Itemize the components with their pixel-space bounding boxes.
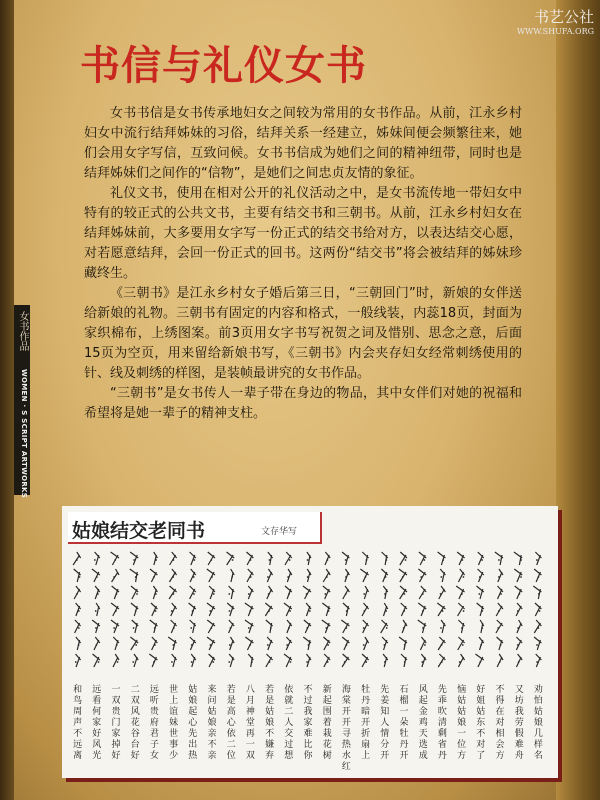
transcription-column: 先姜知人情分开: [380, 685, 390, 761]
nushu-column: [533, 552, 541, 667]
transcription-column: 新起围着栽花树: [322, 685, 332, 761]
nushu-column: [399, 552, 407, 667]
nushu-column: [456, 552, 464, 667]
transcription-column: 牡丹暗开折扇上: [361, 685, 371, 761]
transcription-column: 八月神堂再一双: [245, 685, 255, 761]
transcription-column: 来问姑娘亲不亲: [207, 685, 217, 761]
nushu-column: [418, 552, 426, 667]
nushu-column: [168, 552, 176, 667]
side-label-chinese: 女书作品: [17, 311, 28, 351]
nushu-column: [189, 552, 196, 667]
nushu-column: [92, 552, 100, 667]
right-frame-strip: [556, 0, 600, 800]
nushu-column: [475, 552, 483, 667]
nushu-column: [341, 552, 349, 667]
transcription-columns: [68, 682, 552, 776]
transcription-column: 先乖吹清剩省丹: [437, 685, 447, 761]
nushu-column: [111, 552, 119, 667]
left-frame-strip: [0, 0, 14, 800]
transcription-column: 世上谊妹世事少: [169, 685, 179, 761]
watermark-main-text: 书艺公社: [533, 8, 594, 26]
transcription-column: 不得在对相会方: [495, 685, 505, 761]
nushu-column: [284, 552, 292, 667]
nushu-column: [514, 552, 522, 667]
nushu-column: [322, 552, 330, 667]
transcription-column: 姑娘起心先出热: [188, 685, 198, 761]
nushu-column: [130, 552, 138, 667]
transcription-column: 若是高心依二位: [226, 685, 236, 761]
transcription-column: 一双贵门家掉好: [111, 685, 121, 761]
panel-subtitle: 文存华写: [261, 527, 298, 537]
transcription-column: 不过我家难比你: [303, 685, 313, 761]
transcription-column: 和鸟周声不远离: [73, 685, 83, 761]
nushu-column: [303, 552, 311, 667]
paragraph-sanchao-book: 《三朝书》是江永乡村女子婚后第三日，“三朝回门”时，新娘的女伴送给新娘的礼物。三朝书有固定的内容和格式，一般线装，内蕊18页，封面为家织棉布，上绣图案。前3页用女字书写祝贺之词及惜别、思念之意，后面15页为空页，用来留给新娘书写，《三朝书》内会夹存妇女经常刺绣使用的针、线及刺绣的样图，是装帧最讲究的女书作品。: [84, 286, 522, 381]
page-title: 书信与礼仪女书: [80, 42, 367, 89]
side-section-label: [14, 305, 30, 499]
article-body: [84, 104, 522, 424]
paragraph-sanchao-meaning: “三朝书”是女书传人一辈子带在身边的物品，其中女伴们对她的祝福和希望将是她一辈子的精神支柱。: [84, 386, 522, 421]
transcription-column: 劝怕姑娘几样名: [533, 685, 543, 761]
nushu-column: [149, 552, 157, 667]
transcription-column: 远看何家好风光: [92, 685, 102, 761]
nushu-column: [360, 552, 368, 667]
transcription-column: 石榴一朵牡丹开: [399, 685, 409, 761]
transcription-column: 风起金鸡天选成: [418, 685, 428, 761]
paragraph-letters: 女书书信是女书传承地妇女之间较为常用的女书作品。从前，江永乡村妇女中流行结拜姊妹的习俗，结拜关系一经建立，姊妹间便会频繁往来，她们会用女字写信，互致问候。女书书信成为她们之间的精神纽带，同时也是结拜姊妹们之间作的“信物”，是她们之间忠贞友情的象征。: [84, 106, 522, 181]
nushu-column: [73, 552, 80, 667]
panel-header: [68, 512, 322, 544]
transcription-column: 若是姑娘不嫌弃: [265, 685, 275, 761]
nushu-column: [265, 552, 272, 667]
nushu-column: [227, 552, 235, 667]
nushu-script-columns: [68, 546, 552, 676]
paragraph-ritual-documents: 礼仪文书，使用在相对公开的礼仪活动之中，是女书流传地一带妇女中特有的较正式的公共文书，主要有结交书和三朝书。从前，江永乡村妇女在结拜姊妹前，大多要用女字写一份正式的结交书给对方，以表达结交心愿，对若愿意结拜，会回一份正式的回书。这两份“结交书”将会被结拜的姊妹珍藏终生。: [84, 186, 522, 281]
side-label-english: WOMEN · S SCRIPT ARTWORKS: [20, 369, 28, 499]
transcription-column: 恼姑姑娘一位方: [457, 685, 467, 761]
watermark-logo: [504, 6, 594, 40]
transcription-column: 二双风花谷台好: [130, 685, 140, 761]
nushu-artwork-panel: [62, 506, 558, 778]
transcription-column: 远听贵府君子女: [149, 685, 159, 761]
nushu-column: [207, 552, 215, 667]
watermark-url-text: WWW.SHUFA.ORG: [516, 27, 594, 36]
transcription-column: 依就二人交过想: [284, 685, 294, 761]
panel-title: 姑娘结交老同书: [72, 520, 206, 542]
nushu-column: [381, 552, 388, 667]
transcription-column: 好姐姑东不对了: [476, 685, 486, 761]
nushu-column: [437, 552, 445, 667]
transcription-column: 海棠开开寻热水红: [341, 685, 351, 772]
nushu-column: [495, 552, 503, 667]
nushu-column: [245, 552, 253, 667]
transcription-column: 又坊我劳假难舟: [514, 685, 524, 761]
